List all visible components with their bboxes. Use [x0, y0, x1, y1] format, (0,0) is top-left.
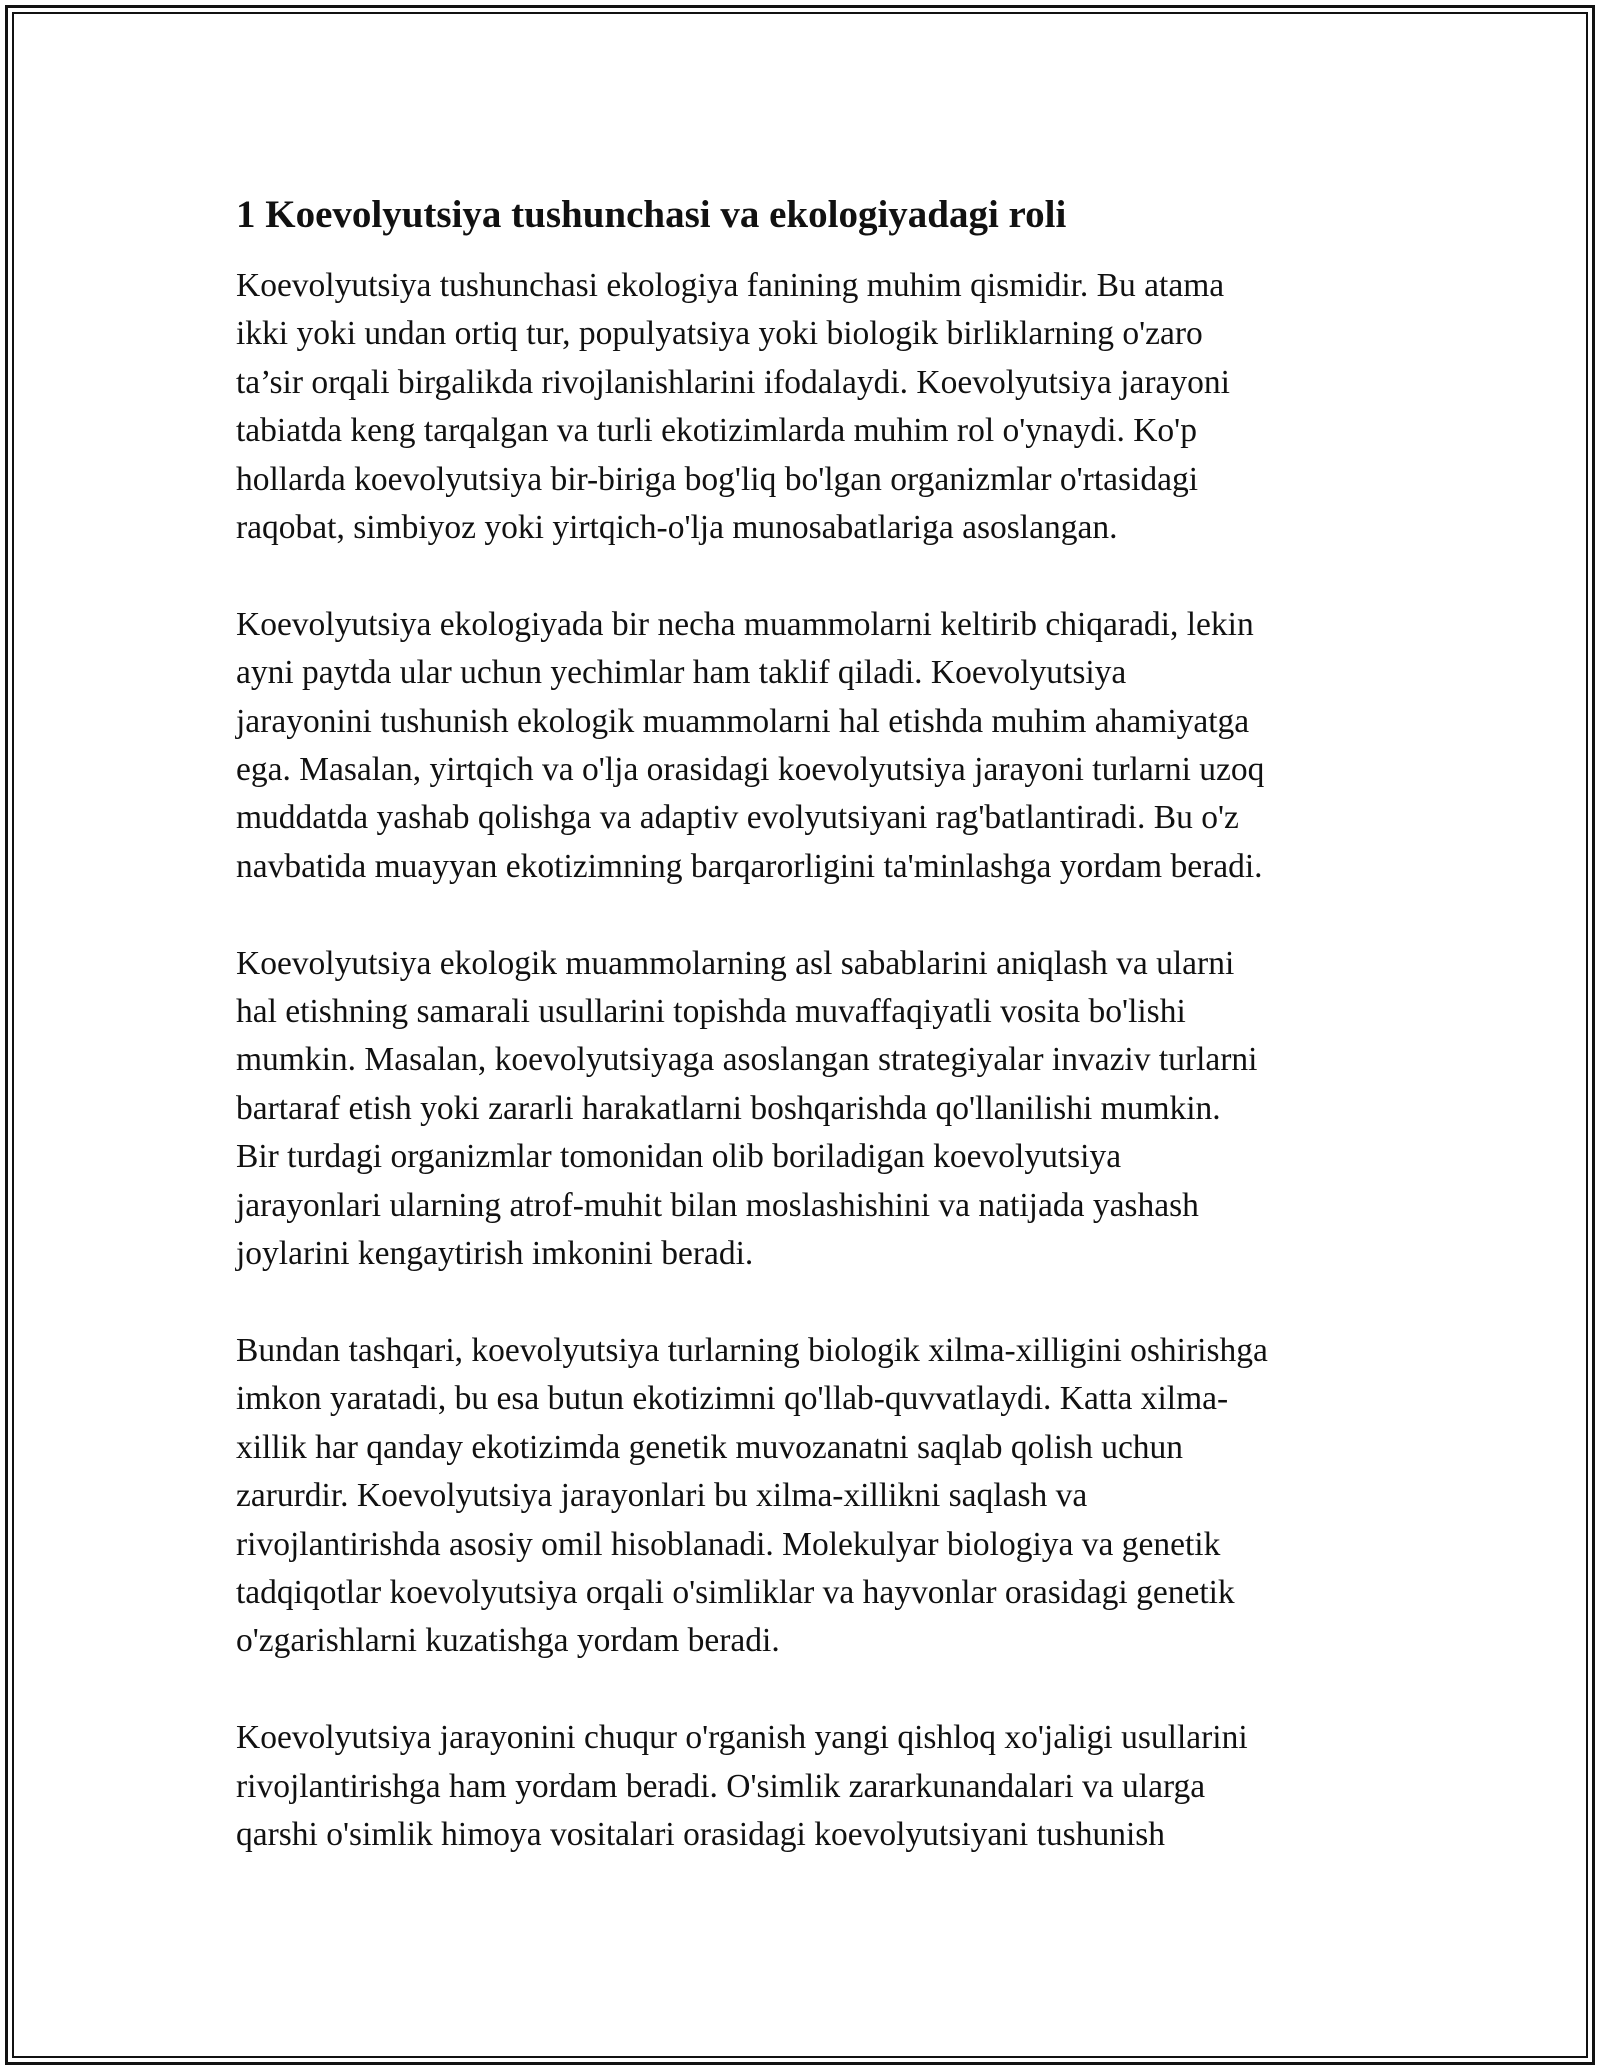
section-title: 1 Koevolyutsiya tushunchasi va ekologiyadagi roli — [236, 193, 1067, 236]
text-line: Koevolyutsiya tushunchasi ekologiya fanining muhim qismidir. Bu atama — [236, 267, 1225, 304]
text-line: muddatda yashab qolishga va adaptiv evolyutsiyani rag'batlantiradi. Bu o'z — [236, 799, 1239, 837]
paragraph-1 — [236, 262, 1386, 552]
text-line: ikki yoki undan ortiq tur, populyatsiya yoki biologik birliklarning o'zaro — [236, 315, 1203, 353]
text-line: rivojlantirishda asosiy omil hisoblanadi. Molekulyar biologiya va genetik — [236, 1525, 1221, 1563]
text-line: ayni paytda ular uchun yechimlar ham taklif qiladi. Koevolyutsiya — [236, 654, 1127, 692]
text-line: bartaraf etish yoki zararli harakatlarni boshqarishda qo'llanilishi mumkin. — [236, 1089, 1221, 1127]
text-line: joylarini kengaytirish imkonini beradi. — [236, 1235, 754, 1273]
text-line: o'zgarishlarni kuzatishga yordam beradi. — [236, 1622, 780, 1660]
text-line: raqobat, simbiyoz yoki yirtqich-o'lja munosabatlariga asoslangan. — [236, 509, 1118, 547]
text-line: Koevolyutsiya ekologiyada bir necha muammolarni keltirib chiqaradi, lekin — [236, 605, 1254, 643]
text-line: imkon yaratadi, bu esa butun ekotizimni qo'llab-quvvatlaydi. Katta xilma- — [236, 1380, 1229, 1418]
text-line: qarshi o'simlik himoya vositalari orasidagi koevolyutsiyani tushunish — [236, 1815, 1166, 1853]
text-line: tadqiqotlar koevolyutsiya orqali o'simliklar va hayvonlar orasidagi genetik — [236, 1573, 1235, 1611]
text-line: ega. Masalan, yirtqich va o'lja orasidagi koevolyutsiya jarayoni turlarni uzoq — [236, 751, 1265, 789]
paragraph-4 — [236, 1327, 1386, 1666]
text-line: zarurdir. Koevolyutsiya jarayonlari bu xilma-xillikni saqlash va — [236, 1477, 1088, 1515]
text-line: xillik har qanday ekotizimda genetik muvozanatni saqlab qolish uchun — [236, 1428, 1184, 1466]
text-line: Koevolyutsiya jarayonini chuqur o'rganish yangi qishloq xo'jaligi usullarini — [236, 1719, 1248, 1757]
document-body — [236, 190, 1386, 1908]
text-line: Bir turdagi organizmlar tomonidan olib boriladigan koevolyutsiya — [236, 1138, 1122, 1176]
text-line: hal etishning samarali usullarini topishda muvaffaqiyatli vosita bo'lishi — [236, 993, 1186, 1031]
paragraph-5 — [236, 1714, 1386, 1859]
text-line: navbatida muayyan ekotizimning barqarorligini ta'minlashga yordam beradi. — [236, 847, 1263, 885]
text-line: hollarda koevolyutsiya bir-biriga bog'liq bo'lgan organizmlar o'rtasidagi — [236, 460, 1199, 498]
paragraph-2 — [236, 601, 1386, 891]
text-line: jarayonini tushunish ekologik muammolarni hal etishda muhim ahamiyatga — [236, 702, 1250, 740]
text-line: jarayonlari ularning atrof-muhit bilan moslashishini va natijada yashash — [236, 1186, 1199, 1224]
text-line: rivojlantirishga ham yordam beradi. O'simlik zararkunandalari va ularga — [236, 1767, 1206, 1805]
text-line: mumkin. Masalan, koevolyutsiyaga asoslangan strategiyalar invaziv turlarni — [236, 1041, 1258, 1079]
paragraph-3 — [236, 940, 1386, 1279]
text-line: tabiatda keng tarqalgan va turli ekotizimlarda muhim rol o'ynaydi. Ko'p — [236, 412, 1197, 450]
text-line: Koevolyutsiya ekologik muammolarning asl sabablarini aniqlash va ularni — [236, 944, 1235, 982]
text-line: Bundan tashqari, koevolyutsiya turlarning biologik xilma-xilligini oshirishga — [236, 1331, 1268, 1369]
text-line: ta’sir orqali birgalikda rivojlanishlarini ifodalaydi. Koevolyutsiya jarayoni — [236, 363, 1230, 401]
